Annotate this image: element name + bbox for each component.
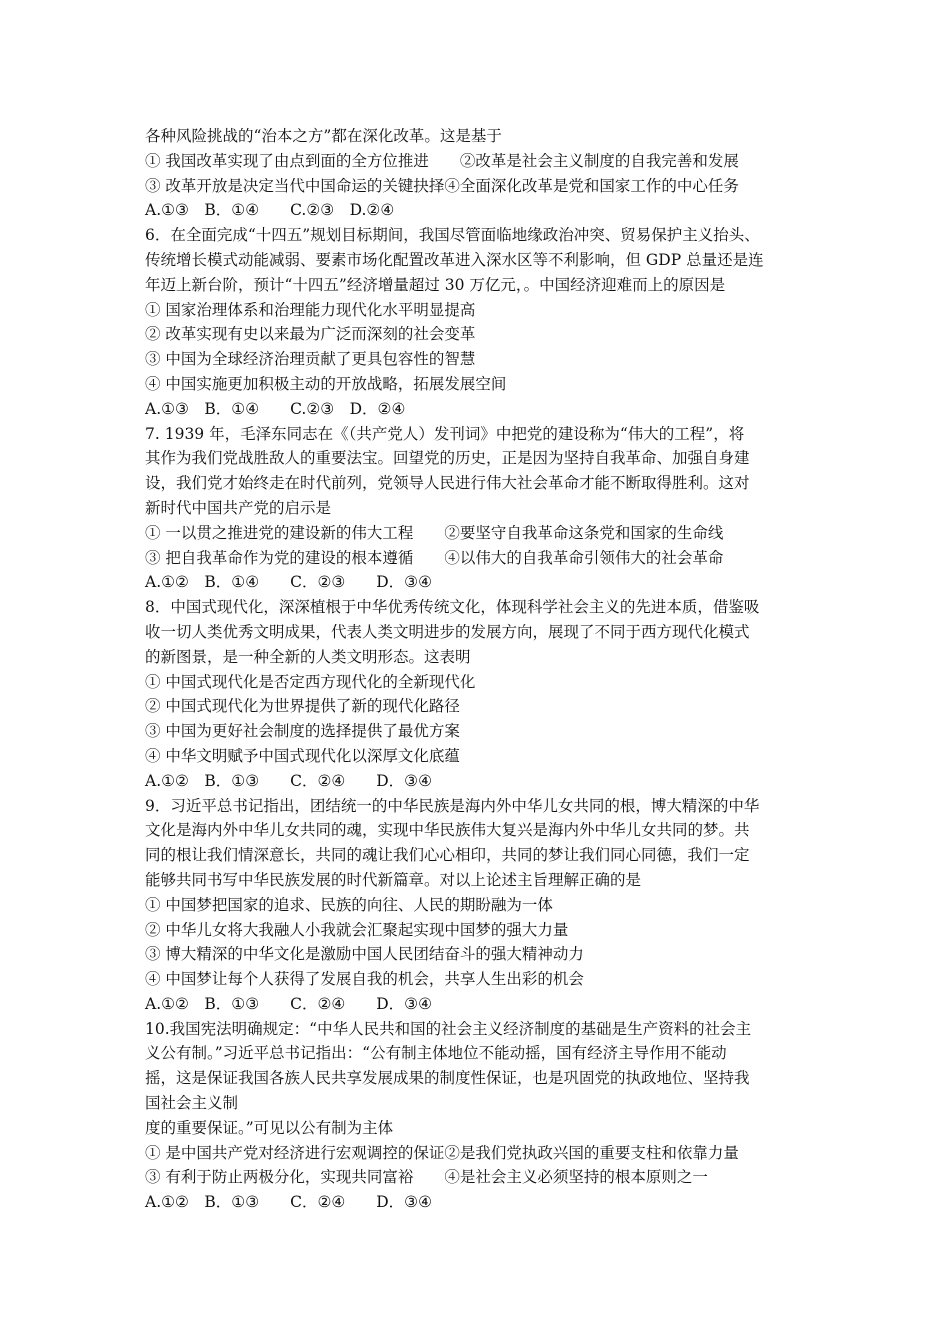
option-line: ② 改革实现有史以来最为广泛而深刻的社会变革 bbox=[145, 325, 476, 344]
option-line: ① 国家治理体系和治理能力现代化水平明显提高 bbox=[145, 300, 476, 319]
option-line: ① 是中国共产党对经济进行宏观调控的保证②是我们党执政兴国的重要支柱和依靠力量 bbox=[145, 1143, 739, 1162]
option-line: ① 一以贯之推进党的建设新的伟大工程 ②要坚守自我革命这条党和国家的生命线 bbox=[145, 523, 724, 542]
question-10-text: 摇，这是保证我国各族人民共享发展成果的制度性保证，也是巩固党的执政地位、坚持我 bbox=[145, 1069, 750, 1088]
option-line: ② 中华儿女将大我融人小我就会汇聚起实现中国梦的强大力量 bbox=[145, 920, 569, 939]
question-6-text: 年迈上新台阶，预计“十四五”经济增量超过 30 万亿元，。中国经济迎难而上的原因是 bbox=[145, 275, 726, 294]
option-line: ④ 中国梦让每个人获得了发展自我的机会，共享人生出彩的机会 bbox=[145, 970, 584, 989]
option-line: ① 中国式现代化是否定西方现代化的全新现代化 bbox=[145, 672, 476, 691]
question-7-text: 其作为我们党战胜敌人的重要法宝。回望党的历史，正是因为坚持自我革命、加强自身建 bbox=[145, 449, 750, 468]
option-line: ③ 中国为全球经济治理贡献了更具包容性的智慧 bbox=[145, 350, 476, 369]
question-9-text: 文化是海内外中华儿女共同的魂，实现中华民族伟大复兴是海内外中华儿女共同的梦。共 bbox=[145, 821, 750, 840]
question-6-text: 6．在全面完成“十四五”规划目标期间，我国尽管面临地缘政治冲突、贸易保护主义抬头、 bbox=[145, 226, 760, 245]
question-7-text: 新时代中国共产党的启示是 bbox=[145, 498, 332, 517]
question-9-text: 能够共同书写中华民族发展的时代新篇章。对以上论述主旨理解正确的是 bbox=[145, 870, 642, 889]
option-line: ① 中国梦把国家的追求、民族的向往、人民的期盼融为一体 bbox=[145, 895, 553, 914]
answer-choices: A.①② B．①③ C．②④ D．③④ bbox=[145, 771, 432, 790]
question-8-text: 的新图景，是一种全新的人类文明形态。这表明 bbox=[145, 647, 471, 666]
option-line: ③ 中国为更好社会制度的选择提供了最优方案 bbox=[145, 722, 460, 741]
question-10-text: 10.我国宪法明确规定：“中华人民共和国的社会主义经济制度的基础是生产资料的社会主 bbox=[145, 1019, 752, 1038]
question-8-text: 收一切人类优秀文明成果，代表人类文明进步的发展方向，展现了不同于西方现代化模式 bbox=[145, 622, 750, 641]
option-line: ③ 博大精深的中华文化是激励中国人民团结奋斗的强大精神动力 bbox=[145, 945, 584, 964]
answer-choices: A.①③ B．①④ C.②③ D.②④ bbox=[145, 201, 395, 220]
option-line: ③ 改革开放是决定当代中国命运的关键抉择④全面深化改革是党和国家工作的中心任务 bbox=[145, 176, 739, 195]
question-9-text: 同的根让我们情深意长，共同的魂让我们心心相印，共同的梦让我们同心同德，我们一定 bbox=[145, 846, 750, 865]
option-line: ① 我国改革实现了由点到面的全方位推进 ②改革是社会主义制度的自我完善和发展 bbox=[145, 151, 739, 170]
question-10-text: 度的重要保证。”可见以公有制为主体 bbox=[145, 1118, 394, 1137]
option-line: ④ 中国实施更加积极主动的开放战略，拓展发展空间 bbox=[145, 374, 507, 393]
option-line: ③ 有利于防止两极分化，实现共同富裕 ④是社会主义必须坚持的根本原则之一 bbox=[145, 1168, 708, 1187]
exam-page bbox=[145, 124, 825, 1215]
question-7-text: 设，我们党才始终走在时代前列，党领导人民进行伟大社会革命才能不断取得胜利。这对 bbox=[145, 474, 750, 493]
option-line: ④ 中华文明赋予中国式现代化以深厚文化底蕴 bbox=[145, 746, 460, 765]
answer-choices: A.①③ B．①④ C.②③ D．②④ bbox=[145, 399, 406, 418]
question-7-text: 7. 1939 年，毛泽东同志在《（共产党人）发刊词》中把党的建设称为“伟大的工程”，将 bbox=[145, 424, 745, 443]
option-line: ② 中国式现代化为世界提供了新的现代化路径 bbox=[145, 697, 460, 716]
question-6-text: 传统增长模式动能减弱、要素市场化配置改革进入深水区等不利影响，但 GDP 总量还是连 bbox=[145, 250, 764, 269]
question-10-text: 国社会主义制 bbox=[145, 1094, 239, 1113]
question-8-text: 8．中国式现代化，深深植根于中华优秀传统文化，体现科学社会主义的先进本质，借鉴吸 bbox=[145, 598, 760, 617]
question-9-text: 9．习近平总书记指出，团结统一的中华民族是海内外中华儿女共同的根，博大精深的中华 bbox=[145, 796, 760, 815]
text-line: 各种风险挑战的“治本之方”都在深化改革。这是基于 bbox=[145, 127, 502, 145]
answer-choices: A.①② B．①④ C．②③ D．③④ bbox=[145, 573, 432, 592]
question-10-text: 义公有制。”习近平总书记指出：“公有制主体地位不能动摇，国有经济主导作用不能动 bbox=[145, 1044, 727, 1063]
answer-choices: A.①② B．①③ C．②④ D．③④ bbox=[145, 1193, 432, 1212]
answer-choices: A.①② B．①③ C．②④ D．③④ bbox=[145, 994, 432, 1013]
option-line: ③ 把自我革命作为党的建设的根本遵循 ④以伟大的自我革命引领伟大的社会革命 bbox=[145, 548, 724, 567]
